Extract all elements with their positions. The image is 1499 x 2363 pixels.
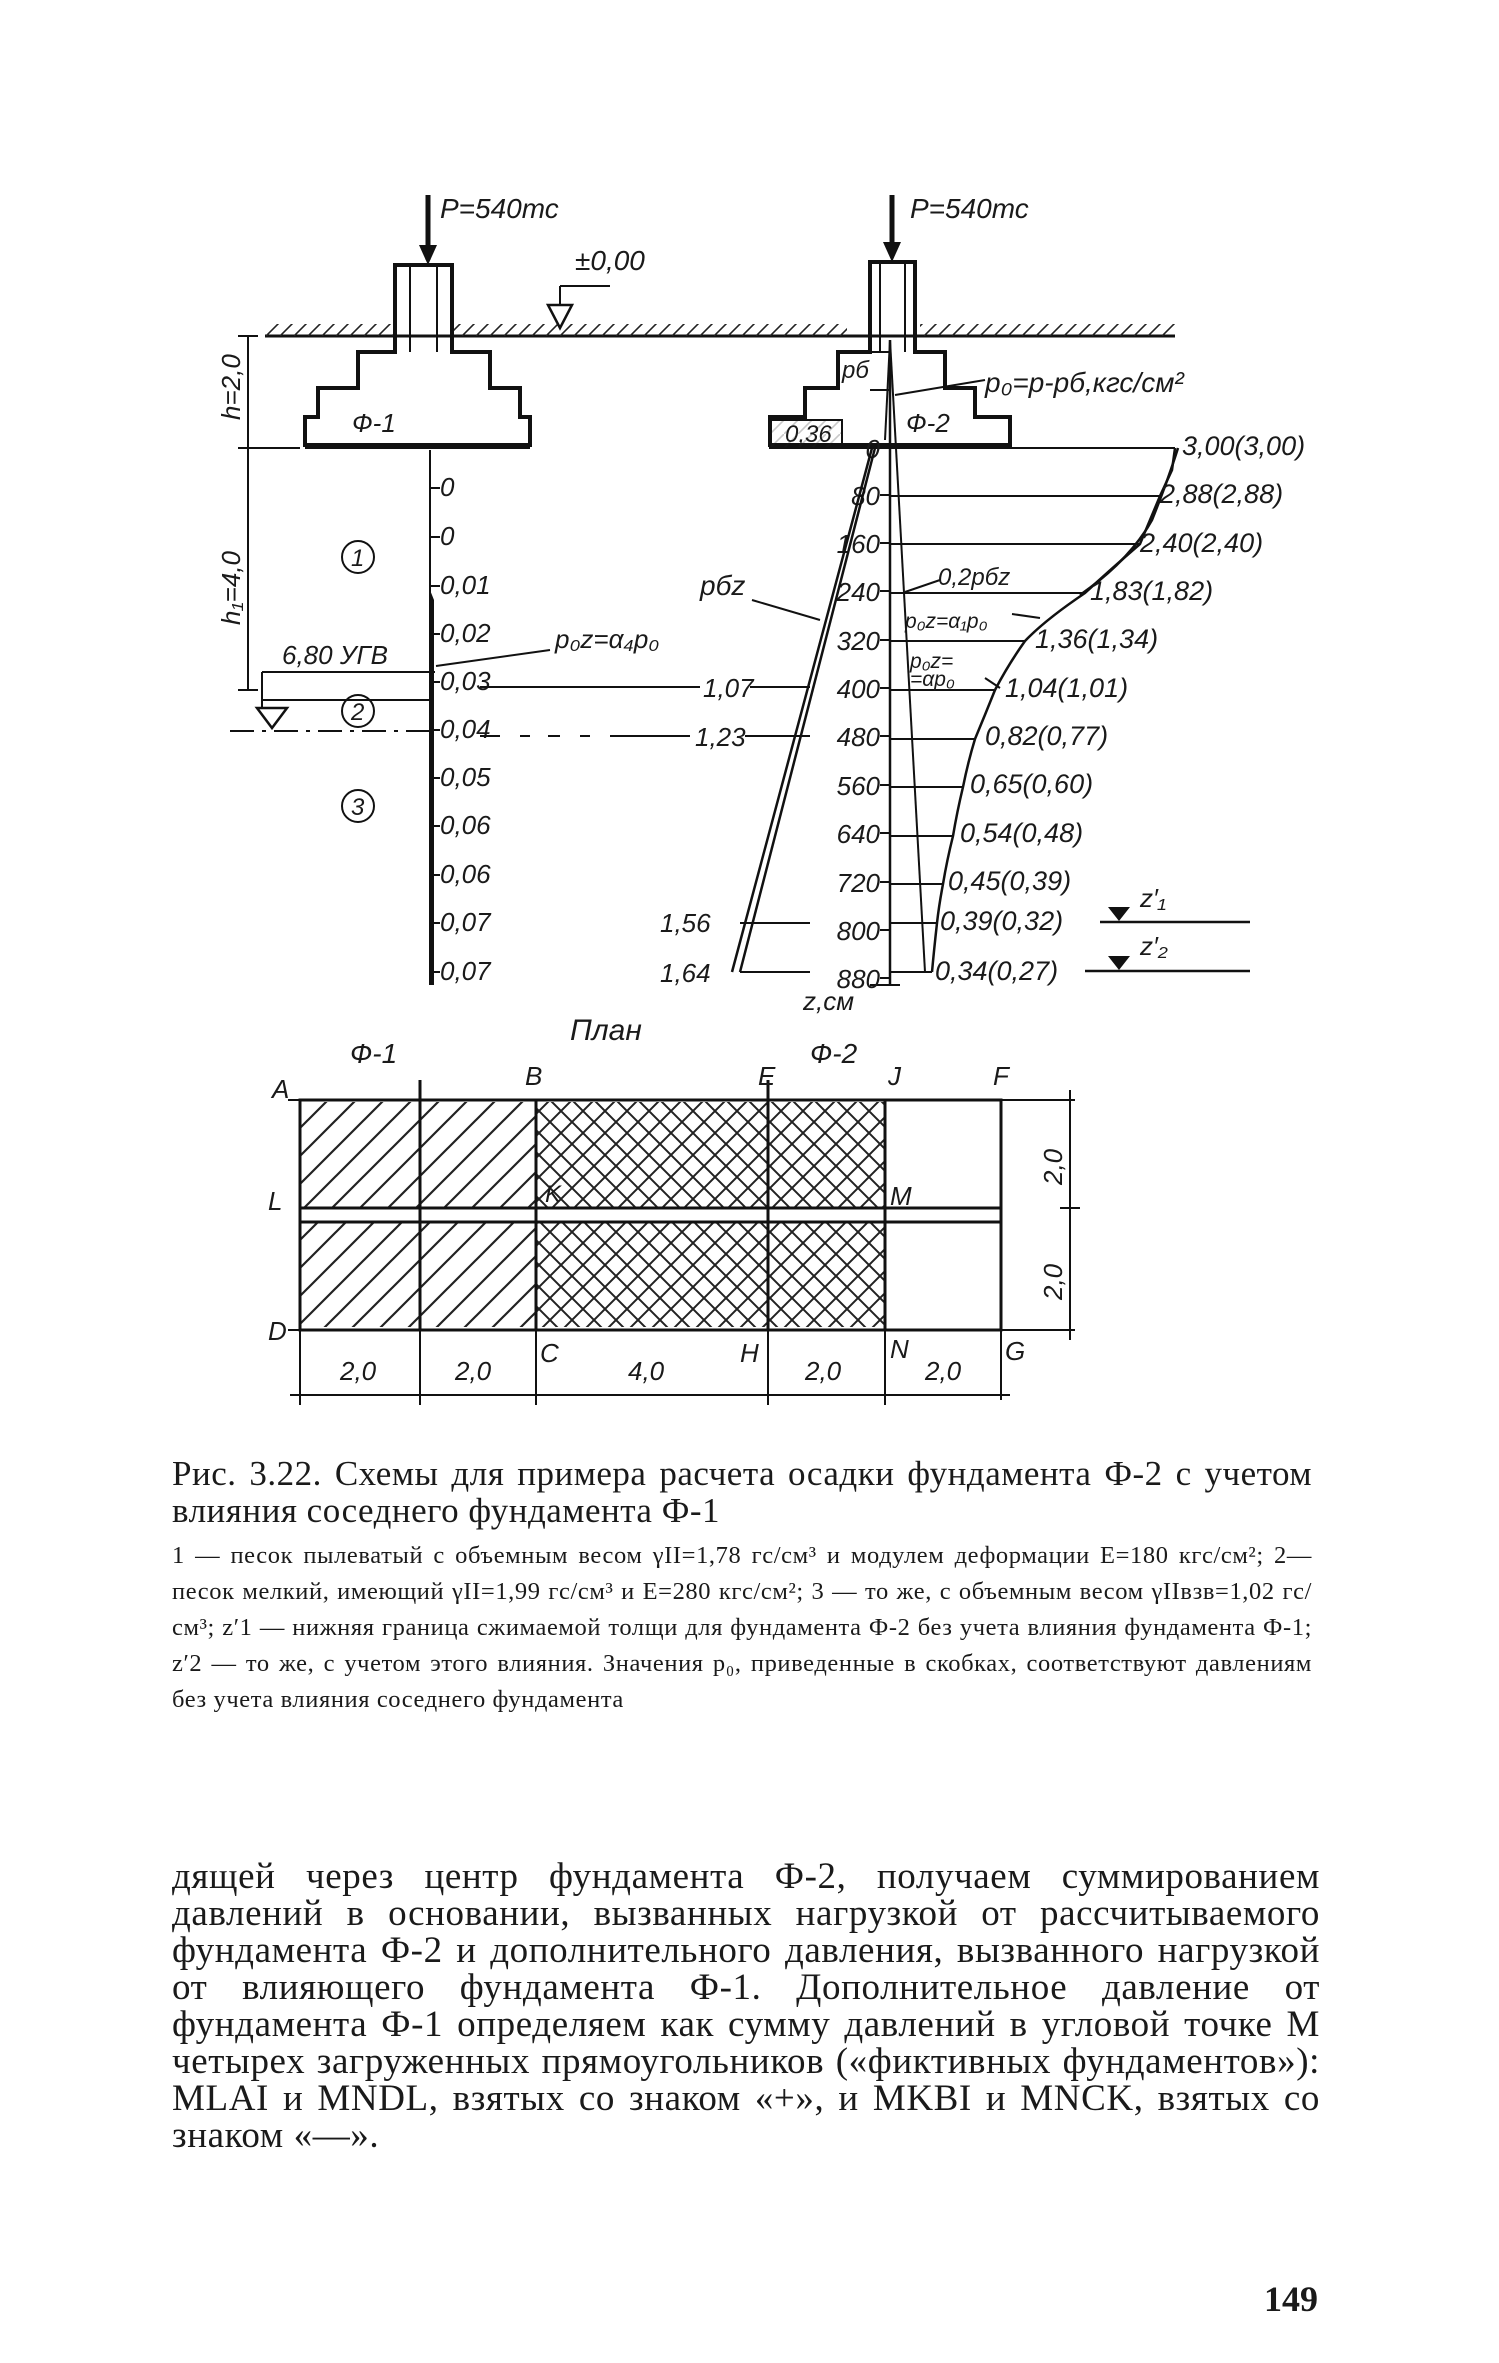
depth-value: 400 [836,674,880,704]
left-value: 0,06 [440,810,491,840]
dim-h1-label: h₁=4,0 [216,551,246,625]
plan-dim-right: 2,0 [1038,1148,1068,1185]
body-paragraph: дящей через центр фундамента Ф-2, получаем суммированием давлений в основании, вызванных нагрузкой от рассчитываемого фундамента Ф-2 и дополнительного давления, вызванного нагрузкой от влияющего фундамента Ф-1. Дополнительное давление от фундамента Ф-1 определяем как сумму давлений в угловой точке M четырех загруженных прямоугольников («фиктивных фундаментов»): MLAI и MNDL, взятых со знаком «+», и MKBI и MNCK, взятых со знаком «—». [172,1856,1320,2156]
pressure-value: 1,36(1,34) [1035,624,1159,654]
pressure-value: 2,40(2,40) [1140,528,1264,558]
pressure-value: 0,45(0,39) [948,866,1072,896]
depth-value: 560 [836,771,880,801]
load-arrow-right [883,195,901,262]
p-b-label: pб [842,357,869,384]
pressure-value: 0,65(0,60) [970,769,1094,799]
layer-2-label: 2 [351,699,365,726]
pressure-value: 0,34(0,27) [935,956,1059,986]
foundation-f1-label: Ф-1 [352,408,396,438]
pressure-value: 2,88(2,88) [1160,479,1284,509]
load-right-label: P=540тс [910,193,1029,224]
dim-036-label: 0,36 [785,421,832,448]
left-value: 0 [440,521,455,551]
left-value: 0,07 [440,956,491,986]
plan-f1-label: Ф-1 [350,1038,398,1069]
right-values [935,431,1305,986]
pressure-value: 1,83(1,82) [1090,576,1214,606]
plan-point-G: G [1005,1336,1026,1366]
plan-point-D: D [268,1316,287,1346]
plan-dim-bottom: 2,0 [340,1356,377,1386]
mid-value: 1,23 [695,722,746,752]
mid-value: 1,64 [660,958,711,988]
plan-point-J: J [888,1061,901,1091]
load-left-label: P=540тс [440,193,559,224]
plan-point-E: E [758,1061,776,1091]
pressure-value: 0,82(0,77) [985,721,1109,751]
left-formula-leader [436,650,550,666]
plan-point-B: B [525,1061,543,1091]
figure-legend: 1 — песок пылеватый с объемным весом γII=1,78 гс/см³ и модулем деформации E=180 кгс/см²; 2—песок мелкий, имеющий γII=1,99 гс/см³ и E=280 кгс/см²; 3 — то же, с объемным весом γIIвзв=1,02 гс/см³; z′1 — нижняя граница сжимаемой толщи для фундамента Ф-2 без учета влияния фундамента Ф-1; z′2 — то же, с учетом этого влияния. Значения p₀, приведенные в скобках, соответствуют давлениям без учета влияния соседнего фундамента [172,1542,1312,1713]
plan-drawing [288,1080,1080,1405]
connecting-lines [480,687,810,972]
depth-value: 80 [851,481,880,511]
plan-dim-bottom: 2,0 [805,1356,842,1386]
left-value: 0,06 [440,859,491,889]
layer-1-label: 1 [351,545,365,572]
p-bz-label: pбz [700,570,746,601]
plan-dim-right: 2,0 [1038,1263,1068,1300]
pressure-value: 0,54(0,48) [960,818,1084,848]
formula-ap2b: =αp₀ [910,668,955,691]
z1-marker [1100,907,1250,922]
mid-value: 1,56 [660,908,711,938]
left-value: 0,02 [440,618,491,648]
load-arrow-left [419,195,437,265]
plan-point-F: F [993,1061,1009,1091]
plan-dim-bottom: 4,0 [628,1356,665,1386]
pressure-value: 3,00(3,00) [1182,431,1306,461]
p-bz-leader [752,600,820,620]
left-value: 0,07 [440,907,491,937]
pressure-value: 0,39(0,32) [940,906,1064,936]
formula-02: 0,2pбz [938,564,1011,591]
left-value: 0 [440,472,455,502]
plan-point-K: K [545,1181,562,1208]
formula-ap2a: p₀z= [910,650,954,673]
depth-value: 800 [836,916,880,946]
depth-value: 240 [836,577,880,607]
ground-surface [265,324,1175,336]
formula-ap: p₀z=α₁p₀ [905,610,988,633]
depth-value: 880 [836,964,880,994]
depth-value: 640 [836,819,880,849]
groundwater-level [230,672,435,731]
depth-ticks [836,434,890,994]
mid-value: 1,07 [703,673,754,703]
left-value: 0,04 [440,714,491,744]
depth-value: 480 [836,722,880,752]
plan-point-C: C [540,1338,559,1368]
page-number: 149 [1264,2279,1318,2319]
figure-caption: Рис. 3.22. Схемы для примера расчета осадки фундамента Ф-2 с учетом влияния соседнего фундамента Ф-1 [172,1454,1312,1530]
z1-label: z′₁ [1140,883,1167,913]
depth-axis-label: z,см [803,986,855,1016]
left-axis [430,450,434,985]
plan-title: План [570,1014,642,1047]
left-value: 0,01 [440,570,491,600]
left-values [430,472,492,986]
plan-point-L: L [268,1186,283,1216]
foundation-f2-label: Ф-2 [906,408,950,438]
gwl-label: 6,80 УГВ [282,640,388,670]
p0-formula: p₀=p-pб,кгс/см² [985,367,1184,398]
plan-f2-label: Ф-2 [810,1038,858,1069]
plan-dim-bottom: 2,0 [925,1356,962,1386]
plan-point-N: N [890,1334,909,1364]
pressure-value: 1,04(1,01) [1005,673,1129,703]
layer-3-label: 3 [351,794,365,821]
depth-value: 720 [836,868,880,898]
plan-dim-bottom: 2,0 [455,1356,492,1386]
foundation-f1 [305,265,530,448]
plan-point-M: M [890,1181,912,1211]
depth-value: 0 [865,434,880,464]
sigma-formula-left: p₀z=α₄p₀ [555,624,660,654]
dim-h-label: h=2,0 [216,354,246,420]
depth-value: 320 [836,626,880,656]
dimension-h [238,336,300,690]
depth-value: 160 [836,529,880,559]
plan-point-H: H [740,1338,759,1368]
ground-level-label: ±0,00 [575,245,645,276]
ground-level-marker [548,286,610,328]
z2-label: z′₂ [1140,931,1168,961]
left-value: 0,05 [440,762,491,792]
plan-point-A: A [272,1074,290,1104]
left-value: 0,03 [440,666,491,696]
